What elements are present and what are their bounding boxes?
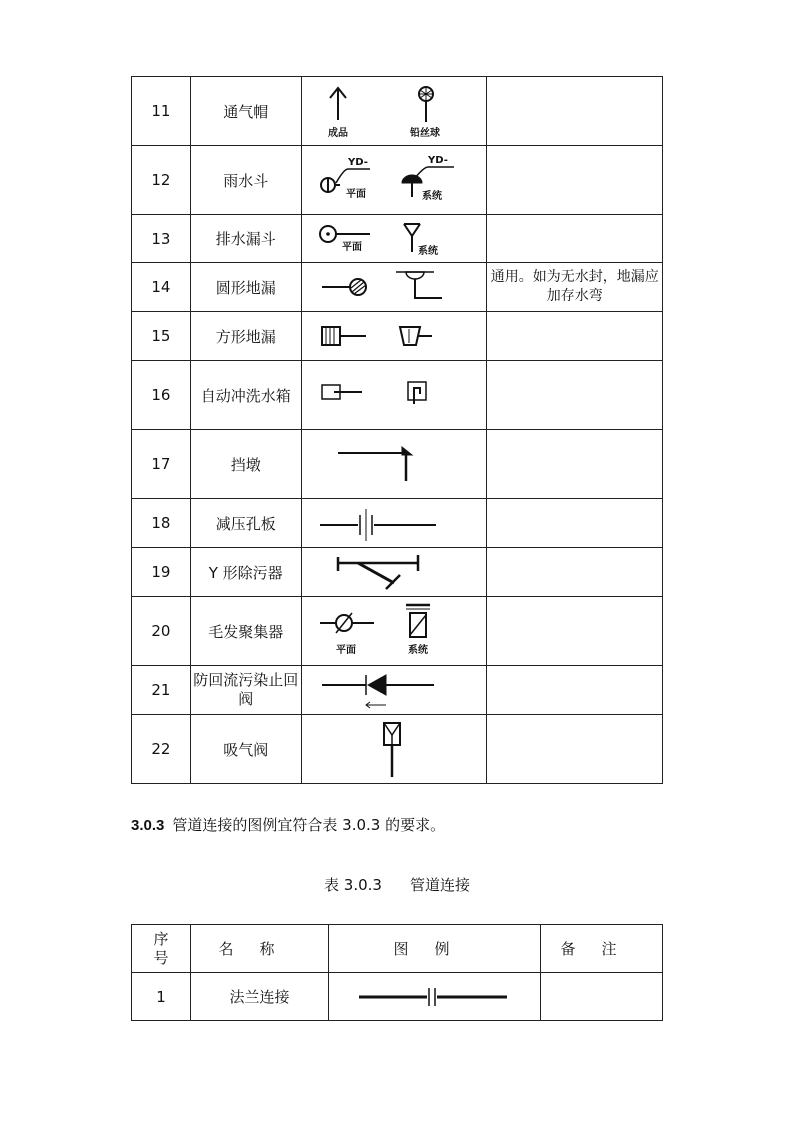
row-remark [541,973,663,1021]
table-row [132,312,663,361]
table-row [132,666,663,715]
header-no: 序号 [132,925,191,973]
svg-text:系统: 系统 [422,191,442,202]
legend-table-continued [131,76,663,784]
round-floor-drain-symbol [301,263,487,312]
row-number: 21 [132,666,191,715]
hair-trap-symbol [301,597,487,666]
row-name: 毛发聚集器 [190,597,301,666]
row-number: 19 [132,548,191,597]
table-row [132,77,663,146]
table-row [132,548,663,597]
table-row [132,430,663,499]
svg-text:YD-: YD- [428,155,448,166]
table-row [132,263,663,312]
thrust-block-symbol [301,430,487,499]
row-name: 法兰连接 [191,973,329,1021]
row-name: 通气帽 [190,77,301,146]
backflow-preventer-symbol [301,666,487,715]
row-remark [487,666,663,715]
flange-connection-symbol [329,973,541,1021]
orifice-plate-symbol [301,499,487,548]
row-number: 15 [132,312,191,361]
drain-funnel-symbol [301,215,487,263]
row-remark [487,215,663,263]
table-row [132,146,663,215]
y-strainer-symbol [301,548,487,597]
svg-text:YD-: YD- [348,157,368,168]
row-remark [487,499,663,548]
table-caption-title: 管道连接 [409,876,470,894]
table-caption [0,874,794,895]
table-row [132,597,663,666]
air-admittance-valve-symbol [301,715,487,784]
svg-text:平面: 平面 [346,189,366,200]
row-name: 减压孔板 [190,499,301,548]
table-row [132,215,663,263]
table-caption-number: 表 3.0.3 [324,876,382,894]
table-row [132,361,663,430]
header-symbol: 图例 [329,925,541,973]
vent-cap-symbol [301,77,487,146]
row-number: 17 [132,430,191,499]
row-name: 防回流污染止回阀 [190,666,301,715]
svg-text:系统: 系统 [408,645,428,656]
row-remark [487,146,663,215]
rain-hopper-symbol [301,146,487,215]
row-name: 挡墩 [190,430,301,499]
row-number: 16 [132,361,191,430]
pipe-connection-table [131,924,663,1021]
row-number: 14 [132,263,191,312]
row-remark [487,548,663,597]
row-name: 雨水斗 [190,146,301,215]
header-name: 名称 [191,925,329,973]
clause-text [131,814,445,835]
row-number: 13 [132,215,191,263]
table-row [132,973,663,1021]
table-row [132,499,663,548]
row-number: 1 [132,973,191,1021]
table-header-row [132,925,663,973]
row-number: 18 [132,499,191,548]
row-name: 吸气阀 [190,715,301,784]
auto-flush-tank-symbol [301,361,487,430]
clause-body: 管道连接的图例宜符合表 3.0.3 的要求。 [172,816,446,834]
row-remark: 通用。如为无水封，地漏应加存水弯 [487,263,663,312]
row-remark [487,430,663,499]
row-number: 22 [132,715,191,784]
row-name: Y 形除污器 [190,548,301,597]
row-name: 排水漏斗 [190,215,301,263]
row-number: 20 [132,597,191,666]
row-remark [487,597,663,666]
row-remark [487,77,663,146]
square-floor-drain-symbol [301,312,487,361]
row-remark [487,361,663,430]
row-number: 12 [132,146,191,215]
row-name: 方形地漏 [190,312,301,361]
svg-text:平面: 平面 [342,241,362,253]
row-remark [487,715,663,784]
row-name: 自动冲洗水箱 [190,361,301,430]
clause-number: 3.0.3 [131,817,165,834]
row-number: 11 [132,77,191,146]
row-remark [487,312,663,361]
svg-text:成品: 成品 [328,128,348,139]
table-row [132,715,663,784]
svg-text:系统: 系统 [418,245,438,257]
svg-text:平面: 平面 [336,645,356,656]
row-name: 圆形地漏 [190,263,301,312]
svg-text:铅丝球: 铅丝球 [410,128,440,139]
header-remark: 备注 [541,925,663,973]
